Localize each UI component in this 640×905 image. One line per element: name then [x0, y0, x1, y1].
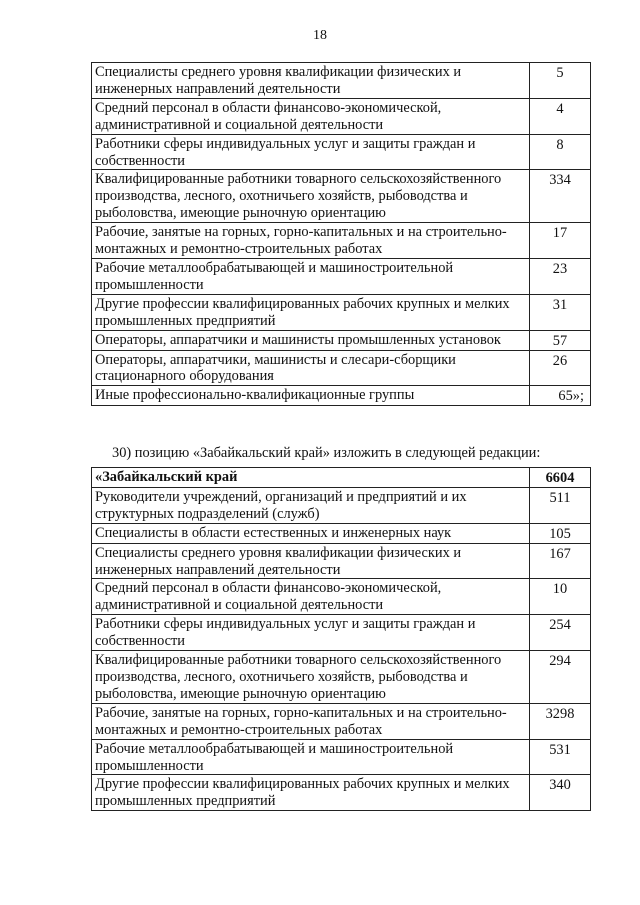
row-quota-value: 105: [530, 523, 591, 543]
row-occupation-name: Специалисты среднего уровня квалификации физических и инженерных направлений деятельности: [92, 63, 530, 99]
row-occupation-name: Специалисты среднего уровня квалификации физических и инженерных направлений деятельности: [92, 543, 530, 579]
table-row: [92, 294, 591, 330]
table-row: [92, 63, 591, 99]
table-row: [92, 223, 591, 259]
row-quota-value: 334: [530, 170, 591, 223]
region-header-row: [92, 468, 591, 488]
table-row: [92, 98, 591, 134]
row-occupation-name: Средний персонал в области финансово-экономической, административной и социальной деятельности: [92, 98, 530, 134]
row-occupation-name: Квалифицированные работники товарного сельскохозяйственного производства, лесного, охотничьего хозяйств, рыбоводства и рыболовства, имеющие рыночную ориентацию: [92, 651, 530, 704]
table-row: [92, 739, 591, 775]
table-row: [92, 543, 591, 579]
table-row: [92, 170, 591, 223]
row-occupation-name: Операторы, аппаратчики, машинисты и слесари-сборщики стационарного оборудования: [92, 350, 530, 386]
row-occupation-name: Рабочие, занятые на горных, горно-капитальных и на строительно-монтажных и ремонтно-строительных работах: [92, 703, 530, 739]
row-occupation-name: Операторы, аппаратчики и машинисты промышленных установок: [92, 330, 530, 350]
page-number: 18: [313, 28, 327, 43]
row-quota-value: 26: [530, 350, 591, 386]
table-row: [92, 775, 591, 811]
table-row: [92, 523, 591, 543]
row-occupation-name: Квалифицированные работники товарного сельскохозяйственного производства, лесного, охотничьего хозяйств, рыбоводства и рыболовства, имеющие рыночную ориентацию: [92, 170, 530, 223]
table-row: [92, 258, 591, 294]
zabaykalsky-krai-table: [91, 467, 591, 811]
row-quota-value: 340: [530, 775, 591, 811]
table-row: [92, 386, 591, 406]
row-occupation-name: Другие профессии квалифицированных рабочих крупных и мелких промышленных предприятий: [92, 775, 530, 811]
table-row: [92, 651, 591, 704]
row-quota-value: 8: [530, 134, 591, 170]
row-quota-value: 294: [530, 651, 591, 704]
table-row: [92, 703, 591, 739]
region-total: 6604: [530, 468, 591, 488]
row-occupation-name: Средний персонал в области финансово-экономической, административной и социальной деятельности: [92, 579, 530, 615]
row-quota-value: 511: [530, 487, 591, 523]
row-occupation-name: Специалисты в области естественных и инженерных наук: [92, 523, 530, 543]
row-quota-value: 167: [530, 543, 591, 579]
table-row: [92, 487, 591, 523]
table-row: [92, 579, 591, 615]
row-occupation-name: Рабочие металлообрабатывающей и машиностроительной промышленности: [92, 258, 530, 294]
row-occupation-name: Иные профессионально-квалификационные группы: [92, 386, 530, 406]
row-quota-value: 23: [530, 258, 591, 294]
amendment-instruction: 30) позицию «Забайкальский край» изложить в следующей редакции:: [112, 445, 541, 461]
table-row: [92, 350, 591, 386]
row-occupation-name: Работники сферы индивидуальных услуг и защиты граждан и собственности: [92, 615, 530, 651]
row-quota-value: 10: [530, 579, 591, 615]
row-occupation-name: Руководители учреждений, организаций и предприятий и их структурных подразделений (служб): [92, 487, 530, 523]
row-occupation-name: Рабочие металлообрабатывающей и машиностроительной промышленности: [92, 739, 530, 775]
occupation-table-continued: [91, 62, 591, 406]
table-row: [92, 134, 591, 170]
table-row: [92, 330, 591, 350]
row-quota-value: 531: [530, 739, 591, 775]
row-occupation-name: Другие профессии квалифицированных рабочих крупных и мелких промышленных предприятий: [92, 294, 530, 330]
row-quota-value: 254: [530, 615, 591, 651]
row-quota-value: 65»;: [530, 386, 591, 406]
row-quota-value: 3298: [530, 703, 591, 739]
row-quota-value: 57: [530, 330, 591, 350]
row-occupation-name: Работники сферы индивидуальных услуг и защиты граждан и собственности: [92, 134, 530, 170]
row-quota-value: 17: [530, 223, 591, 259]
table-row: [92, 615, 591, 651]
row-occupation-name: Рабочие, занятые на горных, горно-капитальных и на строительно-монтажных и ремонтно-строительных работах: [92, 223, 530, 259]
row-quota-value: 5: [530, 63, 591, 99]
row-quota-value: 4: [530, 98, 591, 134]
row-quota-value: 31: [530, 294, 591, 330]
region-name: «Забайкальский край: [92, 468, 530, 488]
